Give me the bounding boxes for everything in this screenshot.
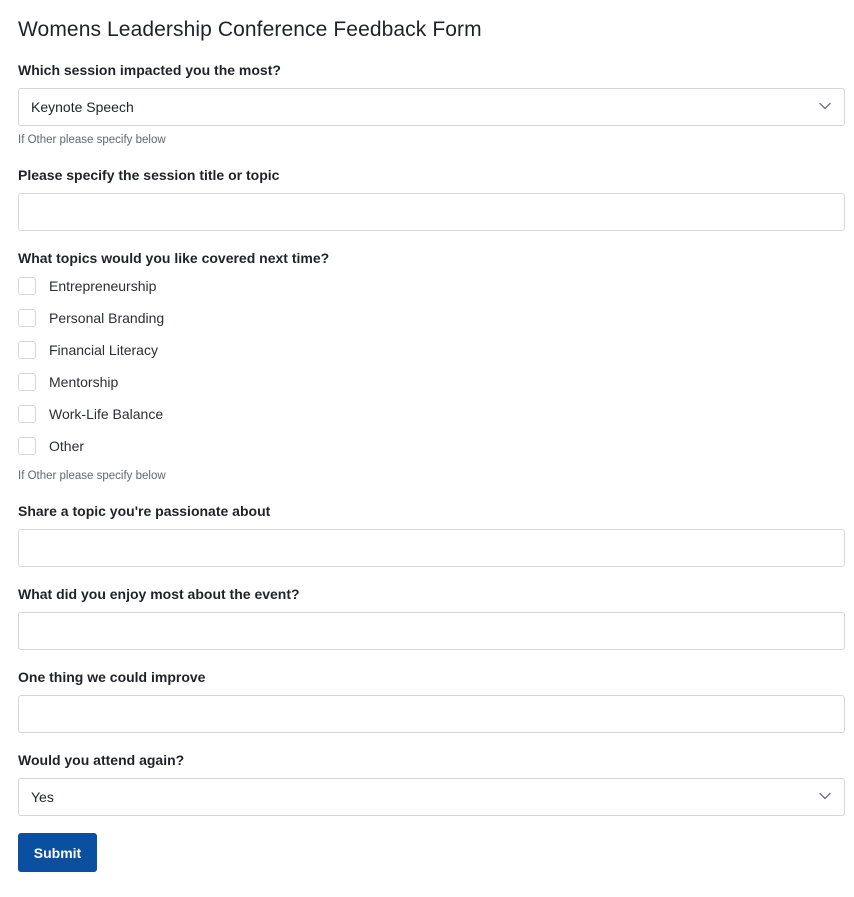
attend-again-select-value: Yes	[31, 789, 54, 805]
checkbox-label: Other	[49, 438, 85, 454]
checkbox-label: Work-Life Balance	[49, 406, 164, 422]
chevron-down-icon	[819, 102, 831, 110]
attend-again-select[interactable]	[18, 778, 845, 816]
attend-again-label: Would you attend again?	[18, 752, 185, 768]
checkbox-label: Financial Literacy	[49, 342, 158, 358]
submit-button[interactable]: Submit	[18, 833, 97, 872]
checkbox[interactable]	[18, 277, 36, 295]
topic-checkbox-mentorship[interactable]	[18, 372, 118, 392]
checkbox-label: Personal Branding	[49, 310, 165, 326]
topic-checkbox-personal-branding[interactable]	[18, 308, 164, 328]
session-select-value: Keynote Speech	[31, 99, 134, 115]
enjoy-most-input[interactable]	[19, 613, 844, 649]
checkbox[interactable]	[18, 341, 36, 359]
topic-checkbox-financial-literacy[interactable]	[18, 340, 158, 360]
checkbox[interactable]	[18, 405, 36, 423]
improve-label: One thing we could improve	[18, 669, 206, 685]
page-title: Womens Leadership Conference Feedback Form	[18, 18, 482, 41]
checkbox[interactable]	[18, 437, 36, 455]
session-other-label: Please specify the session title or topic	[18, 167, 280, 183]
checkbox[interactable]	[18, 373, 36, 391]
passion-topic-label: Share a topic you're passionate about	[18, 503, 271, 519]
session-other-input[interactable]	[19, 194, 844, 230]
passion-topic-input[interactable]	[19, 530, 844, 566]
enjoy-most-field	[18, 612, 845, 650]
topic-checkbox-other[interactable]	[18, 436, 84, 456]
session-select[interactable]	[18, 88, 845, 126]
session-hint: If Other please specify below	[18, 134, 166, 146]
topics-label: What topics would you like covered next time?	[18, 250, 330, 266]
topics-hint: If Other please specify below	[18, 470, 166, 482]
enjoy-most-label: What did you enjoy most about the event?	[18, 586, 300, 602]
topic-checkbox-work-life-balance[interactable]	[18, 404, 163, 424]
session-other-field	[18, 193, 845, 231]
checkbox[interactable]	[18, 309, 36, 327]
checkbox-label: Entrepreneurship	[49, 278, 157, 294]
improve-input[interactable]	[19, 696, 844, 732]
chevron-down-icon	[819, 792, 831, 800]
passion-topic-field	[18, 529, 845, 567]
topic-checkbox-entrepreneurship[interactable]	[18, 276, 156, 296]
improve-field	[18, 695, 845, 733]
checkbox-label: Mentorship	[49, 374, 119, 390]
session-label: Which session impacted you the most?	[18, 62, 281, 78]
